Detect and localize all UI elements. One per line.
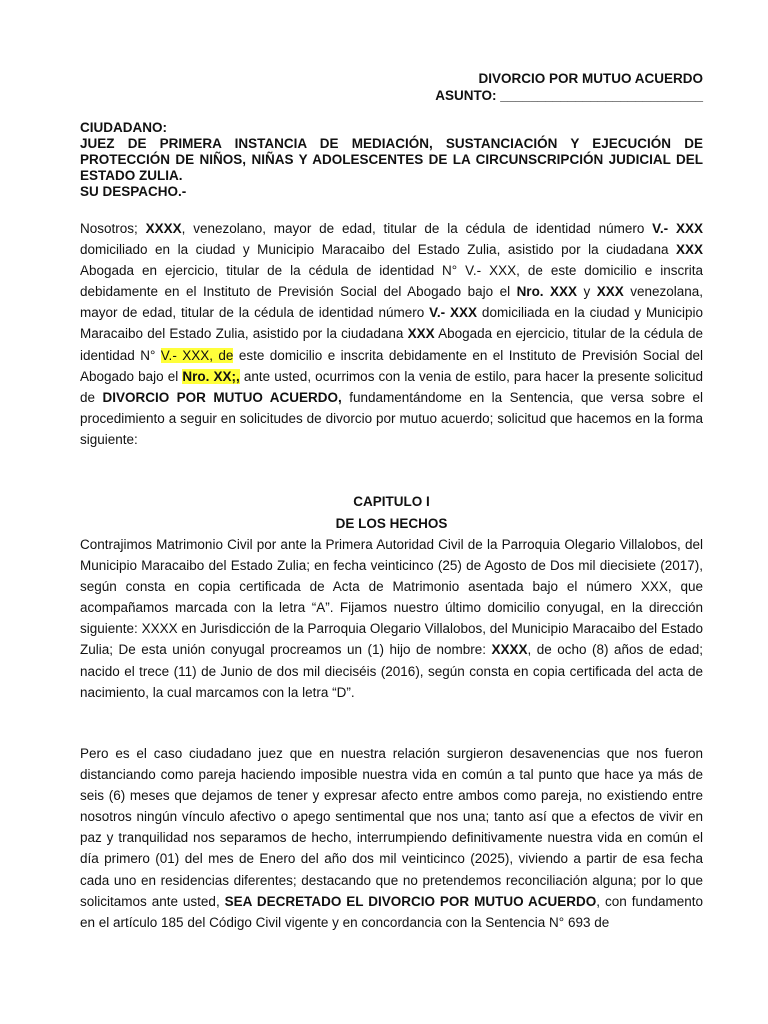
- chapter-number: CAPITULO I: [353, 494, 430, 509]
- highlighted-run: V.- XXX, de: [160, 347, 234, 363]
- bold-run: V.- XXX: [429, 305, 478, 321]
- text-run: Contrajimos Matrimonio Civil por ante la Primera Autoridad Civil de la Parroquia Olegario Villalobos, del Municipio Maracaibo del Estado Zulia; en fecha veinticinco (25) de Agosto de Dos mil diecisiete (2017), según consta en copia certificada de Acta de Matrimonio asentada bajo el número XXX, que acompañamos marcada con la letra “A”. Fijamos nuestro último domicilio conyugal, en la dirección siguiente: XXXX en Jurisdicción de la Parroquia Olegario Villalobos, del Municipio Maracaibo del Estado Zulia; De esta unión conyugal procreamos un (1) hijo de nombre:: [80, 537, 703, 658]
- paragraph-separation: [80, 743, 703, 933]
- text-run: , con fundamento en el artículo 185 del Código Civil vigente y en concordancia con la Sentencia N° 693 de: [80, 893, 703, 930]
- text-run: , de ocho (8) años de edad; nacido el trece (11) de Junio de dos mil dieciséis (2016), según consta en copia certificada del acta de nacimiento, la cual marcamos con la letra “D”.: [80, 642, 704, 700]
- bold-run: XXX: [596, 284, 624, 300]
- addressee-salutation: CIUDADANO:: [80, 120, 167, 135]
- bold-run: XXX: [407, 326, 435, 342]
- addressee-court: JUEZ DE PRIMERA INSTANCIA DE MEDIACIÓN, SUSTANCIACIÓN Y EJECUCIÓN DE PROTECCIÓN DE NIÑOS, NIÑAS Y ADOLESCENTES DE LA CIRCUNSCRIPCIÓN JUDICIAL DEL ESTADO ZULIA.: [80, 136, 703, 183]
- text-run: domiciliado en la ciudad y Municipio Maracaibo del Estado Zulia, asistido por la ciudadana: [80, 242, 676, 258]
- text-run: fundamentándome en la Sentencia, que versa sobre el procedimiento a seguir en solicitudes de divorcio por mutuo acuerdo; solicitud que hacemos en la forma siguiente:: [80, 389, 703, 447]
- bold-run: SEA DECRETADO EL DIVORCIO POR MUTUO ACUERDO: [224, 893, 597, 909]
- bold-run: XXXX: [145, 221, 182, 236]
- addressee-block: [80, 120, 703, 200]
- bold-run: DIVORCIO POR MUTUO ACUERDO,: [102, 389, 342, 405]
- asunto-blank: ___________________________: [500, 88, 703, 103]
- paragraph-petitioners: [80, 218, 703, 450]
- document-title: DIVORCIO POR MUTUO ACUERDO: [478, 71, 703, 86]
- text-run: ante usted, ocurrimos con la venia de estilo, para hacer la presente solicitud de: [80, 368, 703, 405]
- addressee-closing: SU DESPACHO.-: [80, 184, 187, 199]
- document-page: [80, 0, 703, 1024]
- bold-run: Nro. XXX: [516, 284, 578, 300]
- text-run: y: [577, 284, 597, 300]
- chapter-heading: [80, 491, 703, 534]
- document-header: [435, 70, 703, 104]
- asunto-label: ASUNTO:: [435, 88, 497, 103]
- text-run: , venezolano, mayor de edad, titular de la cédula de identidad número: [181, 221, 653, 236]
- text-run: domiciliada en la ciudad y Municipio Maracaibo del Estado Zulia, asistido por la ciudadana: [80, 305, 704, 342]
- bold-run: XXXX: [491, 642, 528, 658]
- highlighted-run: Nro. XX;,: [182, 368, 240, 384]
- asunto-line: [435, 87, 703, 104]
- chapter-title: DE LOS HECHOS: [335, 515, 448, 531]
- text-run: venezolana, mayor de edad, titular de la cédula de identidad número: [80, 284, 703, 321]
- text-run: Abogada en ejercicio, titular de la cédula de identidad N°: [80, 326, 703, 363]
- bold-run: XXX: [675, 242, 703, 258]
- text-run: este domicilio e inscrita debidamente en el Instituto de Previsión Social del Abogado bajo el: [80, 347, 703, 384]
- text-run: Pero es el caso ciudadano juez que en nuestra relación surgieron desavenencias que nos fueron distanciando como pareja haciendo imposible nuestra vida en común a tal punto que hace ya más de seis (6) meses que dejamos de tener y expresar afecto entre ambos como pareja, no existiendo entre nosotros ningún vínculo afectivo o apego sentimental que nos una; tanto así que a efectos de vivir en paz y tranquilidad nos separamos de hecho, interrumpiendo definitivamente nuestra vida en común el día primero (01) del mes de Enero del año dos mil veinticinco (2025), viviendo a partir de esa fecha cada uno en residencias diferentes; destacando que no pretendemos reconciliación alguna; por lo que solicitamos ante usted,: [80, 746, 703, 909]
- bold-run: V.- XXX: [652, 221, 703, 236]
- text-run: Nosotros;: [80, 221, 146, 236]
- text-run: Abogada en ejercicio, titular de la cédula de identidad N° V.- XXX, de este domicilio e inscrita debidamente en el Instituto de Previsión Social del Abogado bajo el: [80, 263, 703, 300]
- paragraph-facts: [80, 534, 703, 703]
